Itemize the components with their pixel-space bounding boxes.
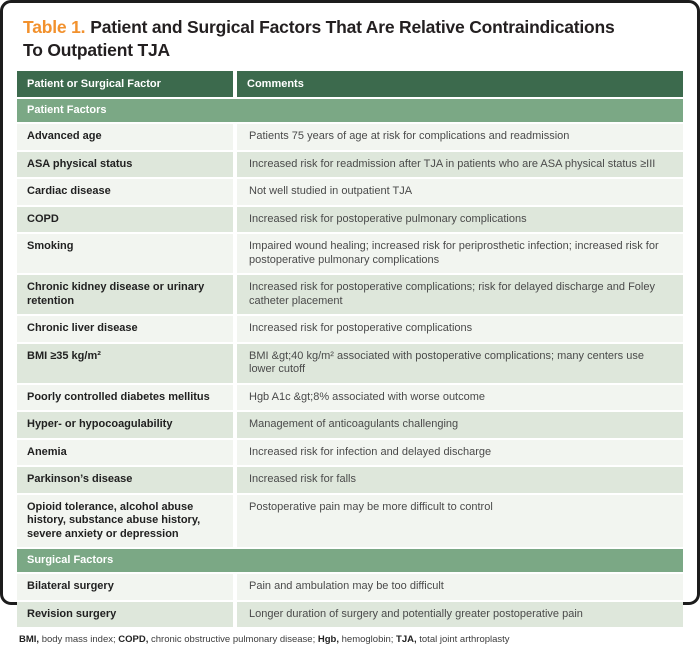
comment-cell: Increased risk for infection and delayed discharge — [237, 440, 683, 466]
factor-cell: Cardiac disease — [17, 179, 233, 205]
column-header-factor: Patient or Surgical Factor — [17, 71, 233, 97]
table-row — [17, 467, 683, 493]
table-row — [17, 234, 683, 273]
table-row — [17, 412, 683, 438]
factors-table — [17, 71, 683, 627]
section-header: Patient Factors — [17, 99, 683, 122]
factor-cell: ASA physical status — [17, 152, 233, 178]
comment-cell: Longer duration of surgery and potentially greater postoperative pain — [237, 602, 683, 628]
factor-cell: Bilateral surgery — [17, 574, 233, 600]
comment-cell: Increased risk for falls — [237, 467, 683, 493]
table-title — [23, 16, 677, 62]
comment-cell: Increased risk for postoperative complications; risk for delayed discharge and Foley catheter placement — [237, 275, 683, 314]
factor-cell: Smoking — [17, 234, 233, 273]
table-header-row — [17, 71, 683, 97]
factor-cell: Chronic kidney disease or urinary retention — [17, 275, 233, 314]
comment-cell: Increased risk for postoperative pulmonary complications — [237, 207, 683, 233]
table-row — [17, 440, 683, 466]
table-body — [17, 99, 683, 627]
comment-cell: Management of anticoagulants challenging — [237, 412, 683, 438]
table-row — [17, 344, 683, 383]
table-row — [17, 179, 683, 205]
footnote-text: chronic obstructive pulmonary disease; — [148, 634, 318, 645]
comment-cell: Patients 75 years of age at risk for complications and readmission — [237, 124, 683, 150]
table-title-line2: To Outpatient TJA — [23, 40, 170, 60]
table-row — [17, 124, 683, 150]
table-row — [17, 495, 683, 548]
footnote-abbreviation: BMI, — [19, 634, 40, 645]
footnote-abbreviation: TJA, — [396, 634, 417, 645]
factor-cell: Anemia — [17, 440, 233, 466]
comment-cell: Increased risk for postoperative complications — [237, 316, 683, 342]
table-row — [17, 275, 683, 314]
factor-cell: Revision surgery — [17, 602, 233, 628]
comment-cell: Pain and ambulation may be too difficult — [237, 574, 683, 600]
factor-cell: BMI ≥35 kg/m² — [17, 344, 233, 383]
footnote — [19, 634, 681, 646]
table-row — [17, 574, 683, 600]
factor-cell: Poorly controlled diabetes mellitus — [17, 385, 233, 411]
factor-cell: Opioid tolerance, alcohol abuse history, substance abuse history, severe anxiety or depression — [17, 495, 233, 548]
table-row — [17, 152, 683, 178]
factor-cell: Chronic liver disease — [17, 316, 233, 342]
footnote-text: total joint arthroplasty — [416, 634, 510, 645]
table-number-label: Table 1. — [23, 17, 86, 37]
comment-cell: Increased risk for readmission after TJA in patients who are ASA physical status ≥III — [237, 152, 683, 178]
comment-cell: Postoperative pain may be more difficult to control — [237, 495, 683, 548]
table-title-line1 — [23, 16, 677, 39]
factor-cell: COPD — [17, 207, 233, 233]
table-row — [17, 316, 683, 342]
comment-cell: Impaired wound healing; increased risk for periprosthetic infection; increased risk for postoperative pulmonary complications — [237, 234, 683, 273]
footnote-abbreviation: Hgb, — [317, 634, 339, 645]
comment-cell: Hgb A1c &gt;8% associated with worse outcome — [237, 385, 683, 411]
comment-cell: Not well studied in outpatient TJA — [237, 179, 683, 205]
factor-cell: Hyper- or hypocoagulability — [17, 412, 233, 438]
table-row — [17, 207, 683, 233]
footnote-abbreviation: COPD, — [118, 634, 149, 645]
column-header-comments: Comments — [237, 71, 683, 97]
footnote-text: body mass index; — [39, 634, 119, 645]
section-header: Surgical Factors — [17, 549, 683, 572]
table-title-text: Patient and Surgical Factors That Are Relative Contraindications — [90, 17, 615, 37]
table-row — [17, 385, 683, 411]
factor-cell: Advanced age — [17, 124, 233, 150]
factor-cell: Parkinson’s disease — [17, 467, 233, 493]
comment-cell: BMI &gt;40 kg/m² associated with postoperative complications; many centers use lower cutoff — [237, 344, 683, 383]
footnote-text: hemoglobin; — [338, 634, 397, 645]
table-row — [17, 602, 683, 628]
